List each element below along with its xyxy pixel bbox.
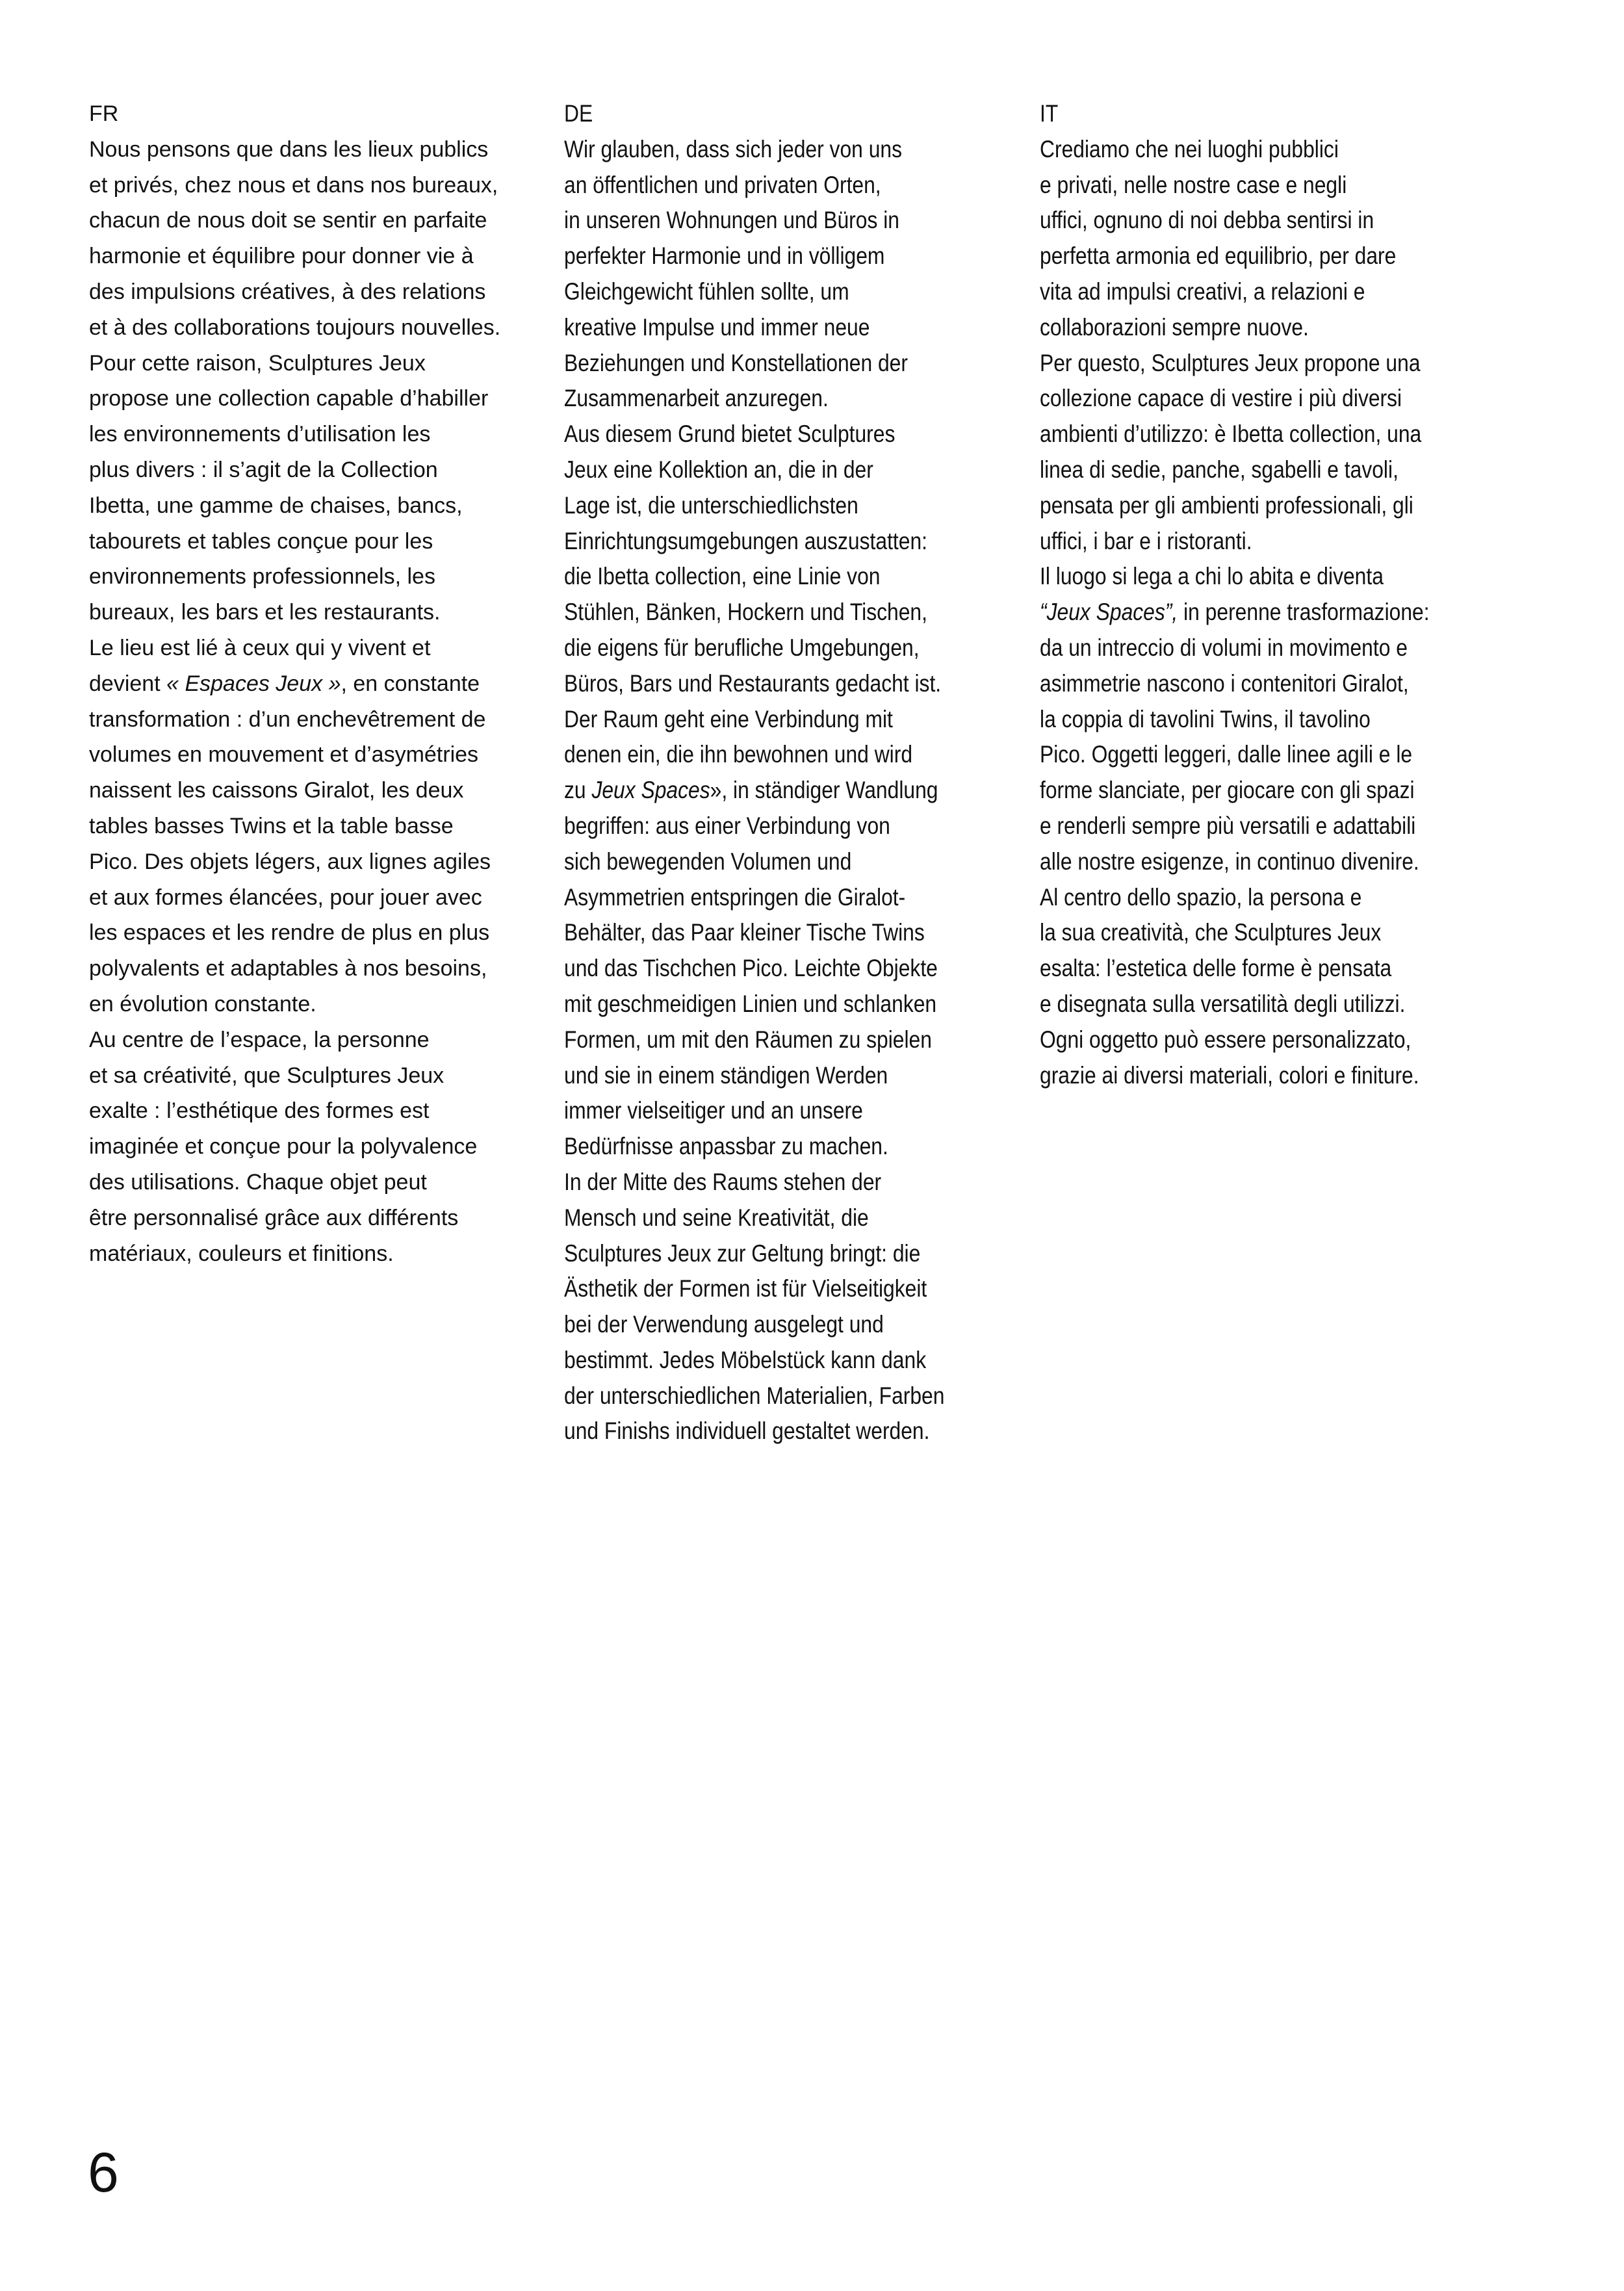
text-line: Al centro dello spazio, la persona e [1040,883,1362,911]
text-line: bei der Verwendung ausgelegt und [564,1311,884,1338]
text-line: die Ibetta collection, eine Linie von [564,563,881,590]
text-line: perfetta armonia ed equilibrio, per dare [1040,242,1397,270]
text-line: Per questo, Sculptures Jeux propone una [1040,349,1421,376]
text-line: la coppia di tavolini Twins, il tavolino [1040,705,1371,732]
text-line: und sie in einem ständigen Werden [564,1061,888,1089]
text-line: Crediamo che nei luoghi pubblici [1040,135,1339,162]
text-line: être personnalisé grâce aux différents [89,1205,459,1230]
text-line: et sa créativité, que Sculptures Jeux [89,1063,445,1088]
text-line: Ästhetik der Formen ist für Vielseitigkeit [564,1275,927,1302]
text-line: Zusammenarbeit anzuregen. [564,385,829,412]
text-line: Formen, um mit den Räumen zu spielen [564,1026,932,1053]
text-line: Jeux eine Kollektion an, die in der [564,456,873,483]
language-heading: IT [1040,100,1059,127]
text-line: Gleichgewicht fühlen sollte, um [564,278,849,305]
text-line: et privés, chez nous et dans nos bureaux, [89,172,498,198]
text-line [89,666,500,702]
text-line: Pico. Des objets légers, aux lignes agiles [89,849,491,874]
emphasized-text: « Espaces Jeux » [166,671,341,696]
text-line: harmonie et équilibre pour donner vie à [89,244,474,269]
text-line: Il luogo si lega a chi lo abita e diventa [1040,563,1384,590]
text-line: kreative Impulse und immer neue [564,313,870,341]
text-line: linea di sedie, panche, sgabelli e tavoli, [1040,456,1398,483]
text-line: Sculptures Jeux zur Geltung bringt: die [564,1239,921,1267]
text-line: tables basses Twins et la table basse [89,813,454,838]
text-line: denen ein, die ihn bewohnen und wird [564,741,913,768]
text-line: transformation : d’un enchevêtrement de [89,706,486,732]
text-segment: , en constante [341,671,480,696]
text-line: Wir glauben, dass sich jeder von uns [564,135,903,162]
text-line: volumes en mouvement et d’asymétries [89,742,479,768]
language-heading: DE [564,100,593,127]
text-line: bestimmt. Jedes Möbelstück kann dank [564,1346,927,1373]
text-line: e renderli sempre più versatili e adattabili [1040,812,1416,839]
text-line: alle nostre esigenze, in continuo divenire. [1040,848,1419,875]
text-line: naissent les caissons Giralot, les deux [89,778,464,803]
page-number: 6 [88,2142,119,2204]
text-line: in unseren Wohnungen und Büros in [564,207,899,234]
text-line: esalta: l’estetica delle forme è pensata [1040,955,1392,982]
text-line: an öffentlichen und privaten Orten, [564,171,881,198]
text-line: uffici, i bar e i ristoranti. [1040,527,1252,554]
text-line: perfekter Harmonie und in völligem [564,242,885,270]
text-line [1040,595,1430,630]
text-line: Beziehungen und Konstellationen der [564,349,908,376]
text-line: matériaux, couleurs et finitions. [89,1241,394,1266]
text-line: da un intreccio di volumi in movimento e [1040,634,1408,661]
text-line: uffici, ognuno di noi debba sentirsi in [1040,207,1374,234]
text-line: bureaux, les bars et les restaurants. [89,600,441,625]
text-line: collezione capace di vestire i più diversi [1040,385,1402,412]
emphasized-text: “Jeux Spaces”, [1040,599,1178,626]
column-french [89,96,500,1271]
language-heading: FR [89,101,119,126]
text-segment: devient [89,671,167,696]
text-line: plus divers : il s’agit de la Collection [89,457,438,482]
text-line: pensata per gli ambienti professionali, gli [1040,491,1413,519]
text-line: Ibetta, une gamme de chaises, bancs, [89,493,463,518]
text-line: polyvalents et adaptables à nos besoins, [89,956,487,981]
text-line: e privati, nelle nostre case e negli [1040,171,1347,198]
text-line: sich bewegenden Volumen und [564,848,852,875]
text-line: Le lieu est lié à ceux qui y vivent et [89,635,431,660]
text-line: e disegnata sulla versatilità degli utilizzi. [1040,990,1406,1017]
text-line: Pico. Oggetti leggeri, dalle linee agili e le [1040,741,1413,768]
text-line: vita ad impulsi creativi, a relazioni e [1040,278,1365,305]
text-line: begriffen: aus einer Verbindung von [564,812,890,839]
text-line: et à des collaborations toujours nouvelles. [89,315,501,340]
text-line: forme slanciate, per giocare con gli spazi [1040,777,1415,804]
text-segment: », in ständiger Wandlung [710,777,938,804]
text-line: des impulsions créatives, à des relations [89,279,486,304]
text-line: imaginée et conçue pour la polyvalence [89,1134,478,1159]
text-line: Nous pensons que dans les lieux publics [89,136,489,162]
text-line: der unterschiedlichen Materialien, Farben [564,1382,945,1409]
text-line: Behälter, das Paar kleiner Tische Twins [564,919,925,946]
text-line: ambienti d’utilizzo: è Ibetta collection, una [1040,421,1422,448]
text-line: die eigens für berufliche Umgebungen, [564,634,920,661]
text-line: la sua creatività, che Sculptures Jeux [1040,919,1382,946]
emphasized-text: Jeux Spaces [591,777,710,804]
text-line: Asymmetrien entspringen die Giralot- [564,883,906,911]
text-line: grazie ai diversi materiali, colori e finiture. [1040,1061,1419,1089]
text-line: und das Tischchen Pico. Leichte Objekte [564,955,938,982]
text-line: und Finishs individuell gestaltet werden. [564,1417,930,1445]
text-line: chacun de nous doit se sentir en parfaite [89,208,487,233]
text-line: Bedürfnisse anpassbar zu machen. [564,1133,888,1160]
text-line: les environnements d’utilisation les [89,422,431,447]
text-line: collaborazioni sempre nuove. [1040,313,1309,341]
text-line: exalte : l’esthétique des formes est [89,1098,430,1124]
text-segment: in perenne trasformazione: [1178,599,1430,626]
text-line: des utilisations. Chaque objet peut [89,1169,427,1195]
text-line: tabourets et tables conçue pour les [89,528,433,554]
text-line: propose une collection capable d’habiller [89,386,489,411]
text-line: Mensch und seine Kreativität, die [564,1204,869,1231]
text-line [564,773,944,809]
text-line: Ogni oggetto può essere personalizzato, [1040,1026,1411,1053]
text-line: immer vielseitiger und an unsere [564,1097,863,1124]
text-line: Büros, Bars und Restaurants gedacht ist. [564,669,942,697]
text-segment: zu [564,777,592,804]
column-italian [1040,96,1430,1093]
text-line: Lage ist, die unterschiedlichsten [564,491,858,519]
text-line: Einrichtungsumgebungen auszustatten: [564,527,927,554]
text-line: Stühlen, Bänken, Hockern und Tischen, [564,599,927,626]
text-line: Aus diesem Grund bietet Sculptures [564,421,896,448]
text-line: Der Raum geht eine Verbindung mit [564,705,893,732]
text-line: environnements professionnels, les [89,564,435,589]
text-line: et aux formes élancées, pour jouer avec [89,885,482,910]
column-german [564,96,944,1449]
text-line: asimmetrie nascono i contenitori Giralot, [1040,669,1409,697]
text-line: In der Mitte des Raums stehen der [564,1168,882,1195]
text-line: Pour cette raison, Sculptures Jeux [89,350,426,376]
text-line: Au centre de l’espace, la personne [89,1027,430,1052]
text-line: mit geschmeidigen Linien und schlanken [564,990,937,1017]
text-line: les espaces et les rendre de plus en plus [89,920,490,946]
text-line: en évolution constante. [89,991,316,1016]
